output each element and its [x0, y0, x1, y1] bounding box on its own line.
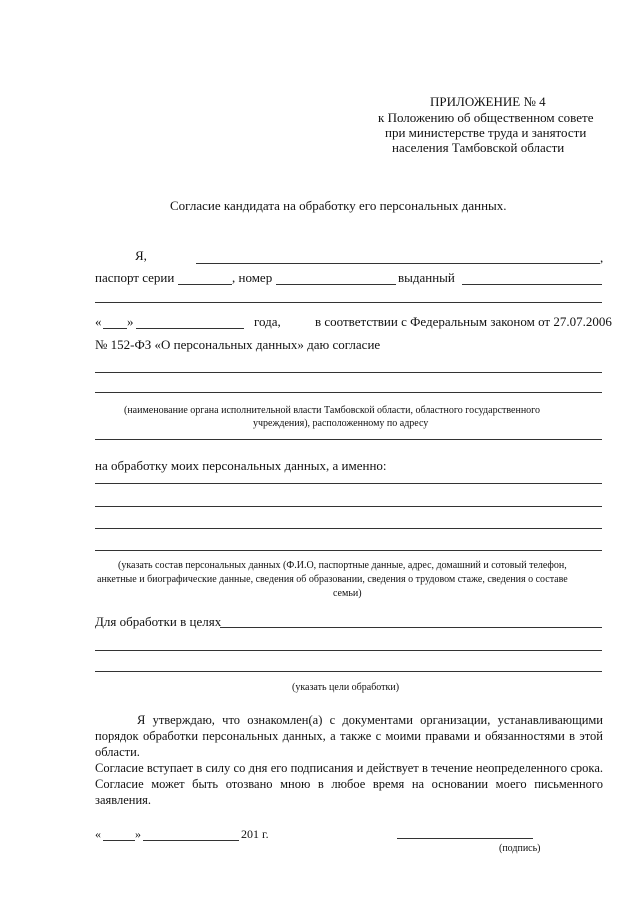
purpose-field-1[interactable] — [220, 627, 602, 628]
signature-field[interactable] — [397, 838, 533, 839]
personal-data-field-3[interactable] — [95, 528, 602, 529]
passport-number-field[interactable] — [276, 284, 396, 285]
organization-field-2[interactable] — [95, 392, 602, 393]
appendix-line-1: к Положению об общественном совете — [378, 110, 594, 125]
purpose-field-3[interactable] — [95, 671, 602, 672]
issued-by-field[interactable] — [462, 284, 602, 285]
full-name-field[interactable] — [196, 263, 600, 264]
ya-label: Я, — [135, 248, 147, 263]
year-word: года, — [254, 314, 281, 329]
purpose-label: Для обработки в целях — [95, 614, 222, 629]
name-comma: , — [600, 250, 604, 265]
passport-series-field[interactable] — [178, 284, 232, 285]
sign-date-open-quote: « — [95, 827, 101, 841]
date-close-quote: » — [127, 314, 134, 329]
issue-day-field[interactable] — [103, 328, 127, 329]
issue-month-field[interactable] — [136, 328, 244, 329]
appendix-line-2: при министерстве труда и занятости — [385, 125, 587, 140]
processing-label: на обработку моих персональных данных, а именно: — [95, 458, 387, 473]
personal-data-field-4[interactable] — [95, 550, 602, 551]
sign-date-close-quote: » — [135, 827, 141, 841]
organization-field-1[interactable] — [95, 372, 602, 373]
sign-day-field[interactable] — [103, 840, 135, 841]
date-open-quote: « — [95, 314, 102, 329]
law-text: в соответствии с Федеральным законом от 27.07.2006 — [315, 314, 612, 329]
law-text-line-2: № 152-ФЗ «О персональных данных» даю согласие — [95, 337, 381, 352]
purpose-field-2[interactable] — [95, 650, 602, 651]
sign-year: 201 г. — [241, 827, 269, 841]
personal-data-field-2[interactable] — [95, 506, 602, 507]
organization-address-field[interactable] — [95, 439, 602, 440]
personal-data-hint-3: семьи) — [333, 588, 362, 599]
personal-data-hint-1: (указать состав персональных данных (Ф.И.О, паспортные данные, адрес, домашний и сотовый телефон, — [118, 560, 567, 571]
passport-number-label: , номер — [232, 270, 273, 285]
passport-series-label: паспорт серии — [95, 270, 175, 285]
issued-by-field-2[interactable] — [95, 302, 602, 303]
personal-data-field-1[interactable] — [95, 483, 602, 484]
organization-hint-2: учреждения), расположенному по адресу — [253, 418, 429, 429]
appendix-title: ПРИЛОЖЕНИЕ № 4 — [430, 94, 546, 109]
issued-label: выданный — [398, 270, 455, 285]
organization-hint-1: (наименование органа исполнительной власти Тамбовской области, областного государственного — [124, 405, 541, 416]
signature-hint: (подпись) — [499, 843, 541, 854]
purpose-hint: (указать цели обработки) — [292, 682, 400, 693]
document-title: Согласие кандидата на обработку его персональных данных. — [170, 198, 507, 213]
sign-month-field[interactable] — [143, 840, 239, 841]
personal-data-hint-2: анкетные и биографические данные, сведения об образовании, сведения о трудовом стаже, сведения о составе — [97, 574, 568, 585]
confirmation-paragraph: Я утверждаю, что ознакомлен(а) с документами организации, устанавливающими порядок обработки персональных данных, а также с моими правами и обязанностями в этой области. — [95, 713, 603, 759]
validity-paragraph: Согласие вступает в силу со дня его подписания и действует в течение неопределенного срока. Согласие может быть отозвано мною в любое время на основании моего письменного заявления. — [95, 761, 603, 807]
appendix-line-3: населения Тамбовской области — [392, 140, 565, 155]
